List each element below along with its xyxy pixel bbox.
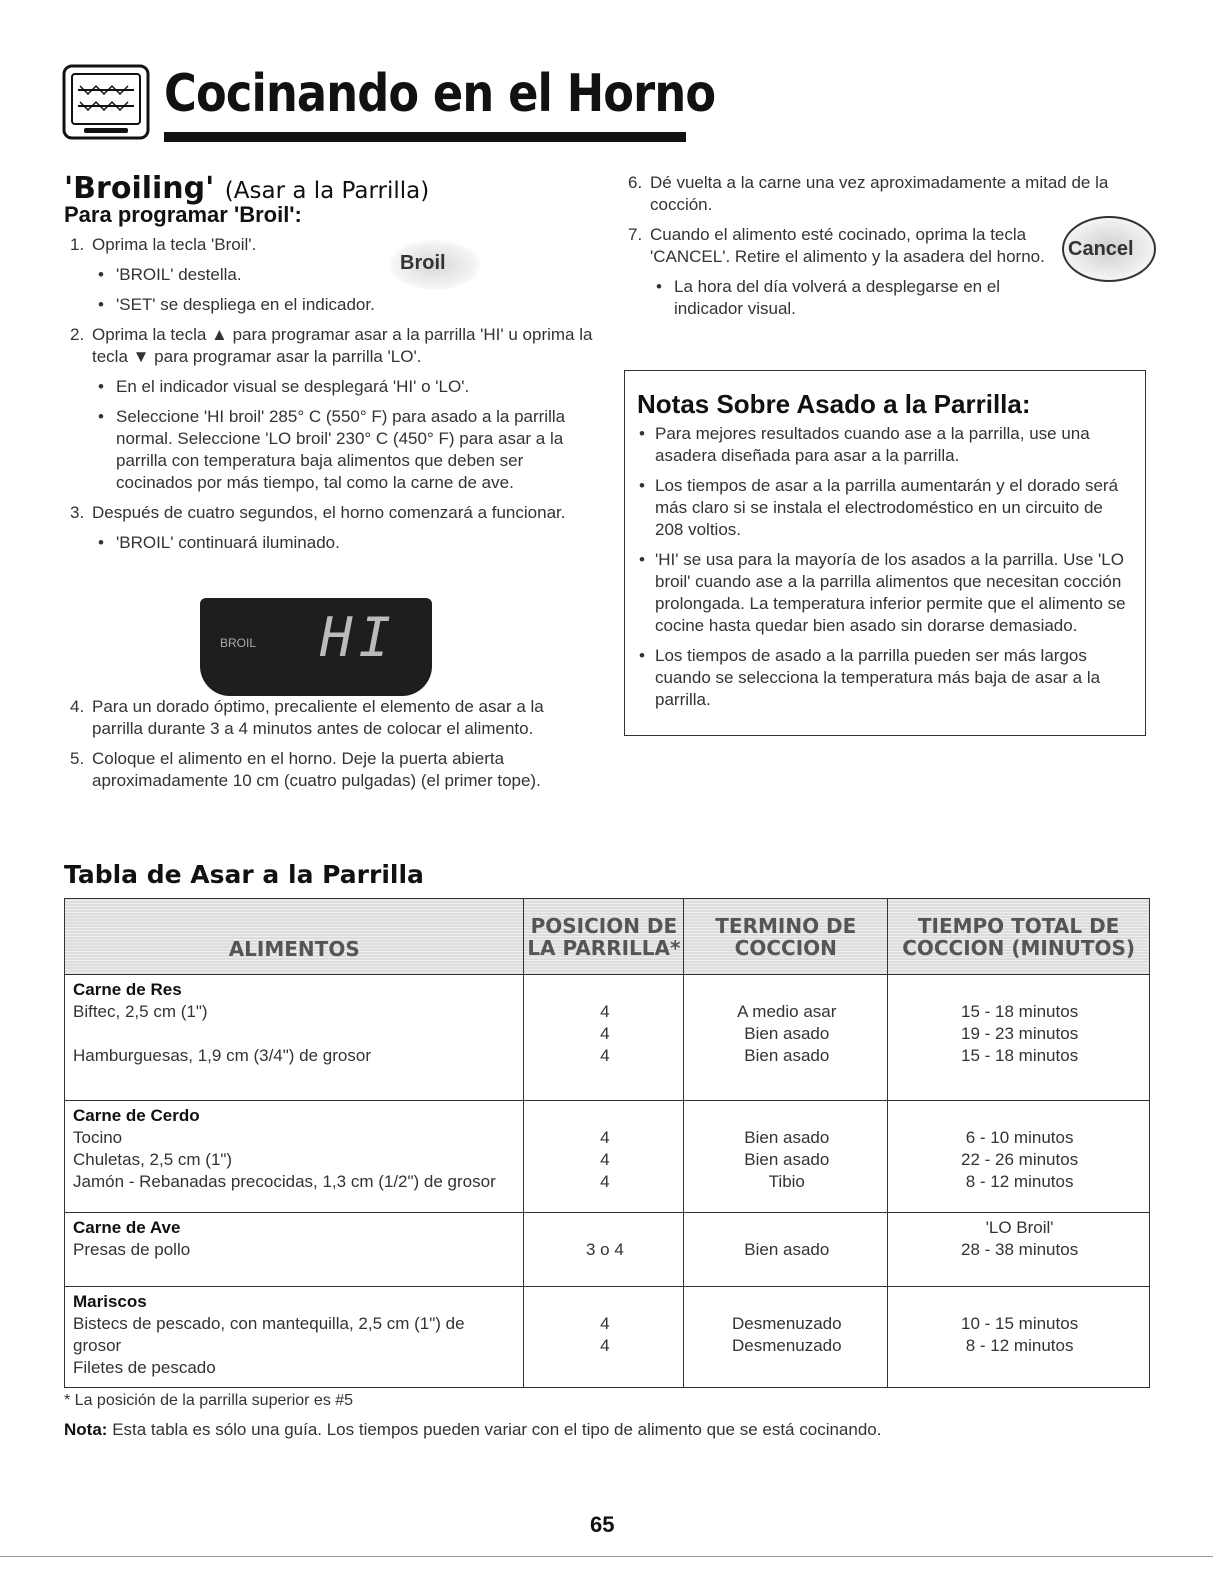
page-title: Cocinando en el Horno xyxy=(164,64,716,124)
position-value: 3 o 4 xyxy=(585,1240,624,1259)
time-value: 19 - 23 minutos xyxy=(961,1024,1079,1043)
col-header-time: TIEMPO TOTAL DE COCCION (MINUTOS) xyxy=(888,899,1150,975)
note-item: • 'HI' se usa para la mayoría de los asados a la parrilla. Use 'LO broil' cuando ase a la parrilla alimentos que necesitan cocción prolongada. La temperatura inferior permite que el alimento se cocine hasta quedar bien asado sin dorarse demasiado. xyxy=(637,549,1131,637)
food-item: Presas de pollo xyxy=(73,1240,191,1259)
food-item: Bistecs de pescado, con mantequilla, 2,5 cm (1") de grosor xyxy=(73,1314,465,1355)
food-item: Filetes de pescado xyxy=(73,1358,216,1377)
notes-title: Notas Sobre Asado a la Parrilla: xyxy=(637,389,1031,419)
step-3: 3. Después de cuatro segundos, el horno comenzará a funcionar. xyxy=(70,503,566,522)
col-header-position: POSICION DE LA PARRILLA* xyxy=(524,899,684,975)
note-item: • Para mejores resultados cuando ase a la parrilla, use una asadera diseñada para asar a la parrilla. xyxy=(637,423,1131,467)
foods-cell xyxy=(65,975,524,1101)
notes-box xyxy=(624,370,1146,736)
position-value: 4 xyxy=(600,1172,610,1191)
step-7-bullet-1: • La hora del día volverá a desplegarse en el indicador visual. xyxy=(650,276,1152,320)
group-name: Carne de Cerdo xyxy=(73,1106,200,1125)
step-4: 4. Para un dorado óptimo, precaliente el elemento de asar a la parrilla durante 3 a 4 minutos antes de colocar el alimento. xyxy=(70,697,544,738)
note-item: • Los tiempos de asar a la parrilla aumentarán y el dorado será más claro si se instala el electrodoméstico en un circuito de 208 voltios. xyxy=(637,475,1131,541)
table-footnote: * La posición de la parrilla superior es #5 xyxy=(64,1392,354,1409)
doneness-value: Bien asado xyxy=(744,1024,830,1043)
step-4-text: Para un dorado óptimo, precaliente el elemento de asar a la parrilla durante 3 a 4 minutos antes de colocar el alimento. xyxy=(92,697,544,738)
broiling-title-main: 'Broiling' xyxy=(64,171,215,206)
time-value: 15 - 18 minutos xyxy=(961,1002,1079,1021)
step-1-text: Oprima la tecla 'Broil'. xyxy=(92,235,257,254)
doneness-value: Bien asado xyxy=(744,1128,830,1147)
time-value: 8 - 12 minutos xyxy=(965,1172,1074,1191)
position-value: 4 xyxy=(600,1128,610,1147)
step-3-bullet-1: • 'BROIL' continuará iluminado. xyxy=(92,532,594,554)
time-cell xyxy=(888,975,1150,1101)
time-cell xyxy=(888,1287,1150,1388)
step-7: 7. Cuando el alimento esté cocinado, oprima la tecla 'CANCEL'. Retire el alimento y la asadera del horno. xyxy=(628,225,1045,266)
cancel-key-icon xyxy=(1062,216,1156,282)
foods-cell xyxy=(65,1213,524,1287)
position-cell xyxy=(524,1101,684,1213)
food-item: Hamburguesas, 1,9 cm (3/4") de grosor xyxy=(73,1046,371,1065)
broiling-section xyxy=(64,171,594,800)
display-value: HI xyxy=(320,606,398,669)
table-row xyxy=(65,1213,1150,1287)
doneness-value: Bien asado xyxy=(744,1150,830,1169)
step-6-text: Dé vuelta a la carne una vez aproximadamente a mitad de la cocción. xyxy=(650,173,1109,214)
broiling-title-sub: (Asar a la Parrilla) xyxy=(224,178,430,204)
food-item xyxy=(73,1023,517,1045)
doneness-cell xyxy=(684,1287,888,1388)
position-value: 4 xyxy=(600,1024,610,1043)
step-2-bullet-2: • Seleccione 'HI broil' 285° C (550° F) para asado a la parrilla normal. Seleccione 'LO broil' 230° C (450° F) para asar a la parrilla con temperatura baja alimentos que deben ser cocinados por más tiempo, tal como la carne de ave. xyxy=(92,406,594,494)
foods-cell xyxy=(65,1287,524,1388)
time-value: 6 - 10 minutos xyxy=(965,1128,1074,1147)
position-cell xyxy=(524,975,684,1101)
position-value: 4 xyxy=(600,1336,610,1355)
step-6: 6. Dé vuelta a la carne una vez aproximadamente a mitad de la cocción. xyxy=(628,173,1109,214)
broil-key-icon xyxy=(390,240,480,290)
time-value: 28 - 38 minutos xyxy=(961,1240,1079,1259)
step-2-text: Oprima la tecla ▲ para programar asar a la parrilla 'HI' u oprima la tecla ▼ para programar asar la parrilla 'LO'. xyxy=(92,325,593,366)
step-2-bullet-1: • En el indicador visual se desplegará 'HI' o 'LO'. xyxy=(92,376,594,398)
time-cell xyxy=(888,1213,1150,1287)
page-header xyxy=(62,58,716,150)
doneness-value: A medio asar xyxy=(737,1002,837,1021)
time-value: 8 - 12 minutos xyxy=(965,1336,1074,1355)
oven-icon xyxy=(62,64,150,140)
group-name: Mariscos xyxy=(73,1292,147,1311)
table-note xyxy=(64,1420,881,1440)
broil-subhead: Para programar 'Broil': xyxy=(64,202,302,227)
bottom-rule xyxy=(0,1556,1213,1557)
doneness-value: Bien asado xyxy=(744,1046,830,1065)
time-note: 'LO Broil' xyxy=(985,1218,1054,1237)
oven-display xyxy=(200,598,432,696)
doneness-value: Tibio xyxy=(768,1172,805,1191)
broil-table xyxy=(64,898,1150,1388)
position-value: 4 xyxy=(600,1002,610,1021)
broiling-title xyxy=(64,171,594,206)
step-1: 1. Oprima la tecla 'Broil'. xyxy=(70,235,257,254)
table-row xyxy=(65,975,1150,1101)
food-item: Jamón - Rebanadas precocidas, 1,3 cm (1/2") de grosor xyxy=(73,1172,496,1191)
doneness-cell xyxy=(684,1213,888,1287)
food-item: Biftec, 2,5 cm (1") xyxy=(73,1002,208,1021)
display-label: BROIL xyxy=(220,636,257,650)
doneness-value: Desmenuzado xyxy=(731,1314,842,1333)
table-title: Tabla de Asar a la Parrilla xyxy=(64,860,424,889)
time-value: 10 - 15 minutos xyxy=(961,1314,1079,1333)
note-label: Nota: xyxy=(64,1420,108,1439)
group-name: Carne de Res xyxy=(73,980,182,999)
table-row xyxy=(65,1101,1150,1213)
note-item: • Los tiempos de asado a la parrilla pueden ser más largos cuando se selecciona la temperatura más baja de asar a la parrilla. xyxy=(637,645,1131,711)
position-value: 4 xyxy=(600,1150,610,1169)
time-value: 22 - 26 minutos xyxy=(961,1150,1079,1169)
step-5: 5. Coloque el alimento en el horno. Deje la puerta abierta aproximadamente 10 cm (cuatro pulgadas) (el primer tope). xyxy=(70,749,541,790)
step-1-bullet-1: • 'BROIL' destella. xyxy=(92,264,594,286)
step-5-text: Coloque el alimento en el horno. Deje la puerta abierta aproximadamente 10 cm (cuatro pulgadas) (el primer tope). xyxy=(92,749,541,790)
table-row xyxy=(65,1287,1150,1388)
broil-key-label: Broil xyxy=(400,252,446,274)
step-3-text: Después de cuatro segundos, el horno comenzará a funcionar. xyxy=(92,503,566,522)
note-text: Esta tabla es sólo una guía. Los tiempos pueden variar con el tipo de alimento que se está cocinando. xyxy=(112,1420,882,1439)
time-cell xyxy=(888,1101,1150,1213)
col-header-doneness: TERMINO DE COCCION xyxy=(684,899,888,975)
position-cell xyxy=(524,1287,684,1388)
position-value: 4 xyxy=(600,1314,610,1333)
foods-cell xyxy=(65,1101,524,1213)
group-name: Carne de Ave xyxy=(73,1218,181,1237)
doneness-value: Desmenuzado xyxy=(731,1336,842,1355)
position-value: 4 xyxy=(600,1046,610,1065)
step-2: 2. Oprima la tecla ▲ para programar asar a la parrilla 'HI' u oprima la tecla ▼ para programar asar la parrilla 'LO'. xyxy=(70,325,593,366)
page-number: 65 xyxy=(590,1512,615,1537)
step-7-text: Cuando el alimento esté cocinado, oprima la tecla 'CANCEL'. Retire el alimento y la asadera del horno. xyxy=(650,225,1045,266)
doneness-value: Bien asado xyxy=(744,1240,830,1259)
position-cell xyxy=(524,1213,684,1287)
doneness-cell xyxy=(684,975,888,1101)
food-item: Tocino xyxy=(73,1128,123,1147)
title-underline xyxy=(164,132,686,142)
food-item: Chuletas, 2,5 cm (1") xyxy=(73,1150,233,1169)
cancel-key-label: Cancel xyxy=(1068,238,1134,260)
time-value: 15 - 18 minutos xyxy=(961,1046,1079,1065)
doneness-cell xyxy=(684,1101,888,1213)
col-header-foods: ALIMENTOS xyxy=(65,899,524,975)
table-header-row xyxy=(65,899,1150,975)
step-1-bullet-2: • 'SET' se despliega en el indicador. xyxy=(92,294,594,316)
